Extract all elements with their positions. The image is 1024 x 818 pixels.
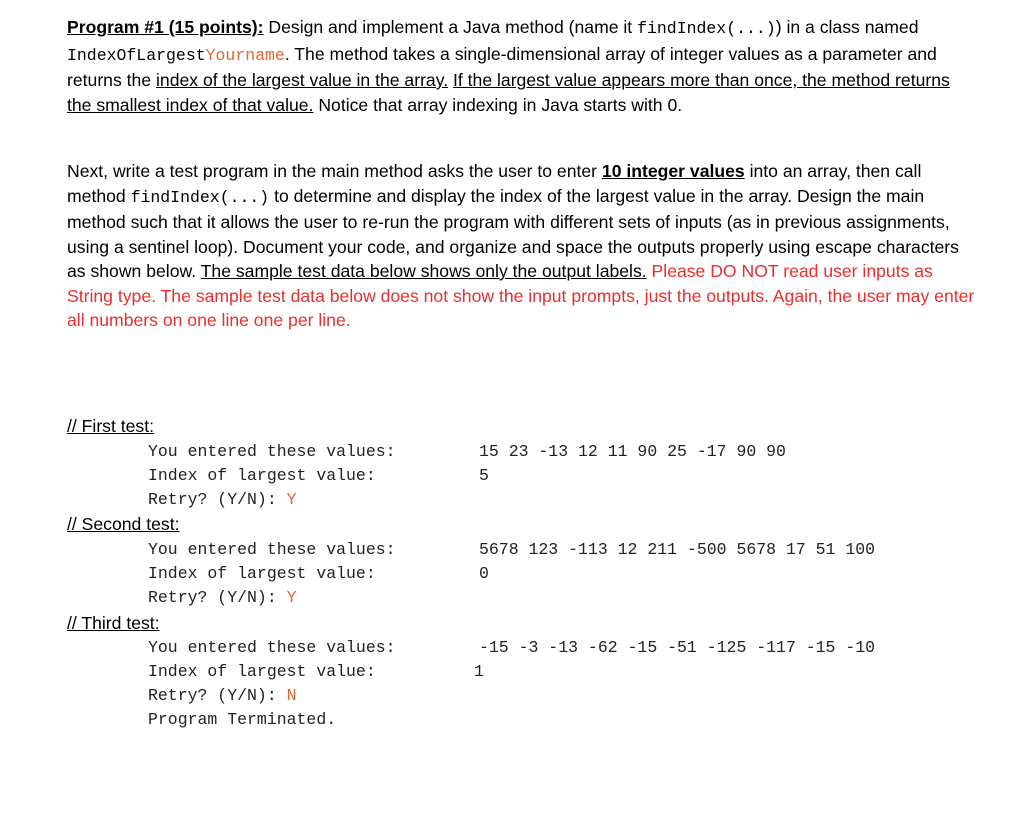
class-name: IndexOfLargest xyxy=(67,45,206,65)
retry-line xyxy=(148,686,297,705)
retry-answer: Y xyxy=(286,588,297,607)
description-text: ) in a class named xyxy=(775,17,919,37)
retry-line xyxy=(148,490,297,509)
retry-label: Retry? (Y/N): xyxy=(148,686,287,705)
retry-answer: Y xyxy=(286,490,297,509)
index-label: Index of largest value: xyxy=(148,662,376,681)
test-program-description xyxy=(67,159,977,333)
entered-label: You entered these values: xyxy=(148,638,396,657)
retry-answer: N xyxy=(286,686,297,705)
index-value: 0 xyxy=(479,564,489,583)
program-terminated: Program Terminated. xyxy=(148,710,337,729)
retry-label: Retry? (Y/N): xyxy=(148,490,287,509)
retry-line xyxy=(148,588,297,607)
description-text: into an array, then call method xyxy=(67,161,922,206)
method-name: findIndex(...) xyxy=(637,19,776,38)
requirement-underlined: index of the largest value in the array. xyxy=(156,70,449,90)
first-test-heading: // First test: xyxy=(67,416,154,436)
warning-text: Please DO NOT read user inputs as String type. The sample test data below does not show the input prompts, just the outputs. Again, the user may enter all numbers on one line one per line. xyxy=(67,261,975,330)
entered-label: You entered these values: xyxy=(148,540,396,559)
program-description xyxy=(67,15,977,117)
input-count-emphasis: 10 integer values xyxy=(601,161,745,181)
entered-values: 5678 123 -113 12 211 -500 5678 17 51 100 xyxy=(479,540,876,559)
program-heading: Program #1 (15 points): xyxy=(67,17,264,37)
description-text: Design and implement a Java method (name it xyxy=(263,17,638,37)
entered-values: 15 23 -13 12 11 90 25 -17 90 90 xyxy=(479,442,786,461)
index-value: 5 xyxy=(479,466,489,485)
class-name-suffix: Yourname xyxy=(205,45,285,65)
requirement-underlined: If the largest value appears more than once, the method returns the smallest index of that value. xyxy=(67,70,950,115)
method-name: findIndex(...) xyxy=(130,187,270,207)
entered-label: You entered these values: xyxy=(148,442,396,461)
retry-label: Retry? (Y/N): xyxy=(148,588,287,607)
description-text: to determine and display the index of the largest value in the array. Design the main method such that it allows the user to re-run the program with different sets of inputs (as in previous assignments, using a sentinel loop). Document your code, and organize and space the outputs properly using escape characters as shown below. xyxy=(67,185,959,281)
output-labels-note: The sample test data below shows only the output labels. xyxy=(200,261,647,281)
index-label: Index of largest value: xyxy=(148,564,376,583)
description-text: . The method takes a single-dimensional array of integer values as a parameter and returns the xyxy=(67,43,937,90)
second-test-heading: // Second test: xyxy=(67,514,180,534)
third-test-heading: // Third test: xyxy=(67,613,160,633)
entered-values: -15 -3 -13 -62 -15 -51 -125 -117 -15 -10 xyxy=(479,638,876,657)
index-label: Index of largest value: xyxy=(148,466,376,485)
description-text: Next, write a test program in the main method asks the user to enter xyxy=(67,161,602,181)
description-text: Notice that array indexing in Java starts with 0. xyxy=(313,94,683,115)
index-value: 1 xyxy=(474,662,484,681)
